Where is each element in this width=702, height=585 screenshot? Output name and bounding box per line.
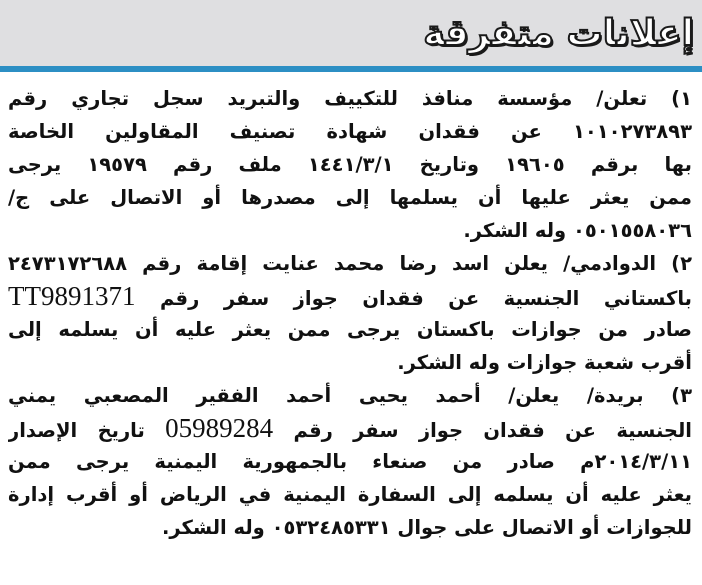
section-title: إعلانات متفرقة — [423, 13, 694, 54]
section-header — [0, 0, 702, 66]
ad-1-line-4: ممن يعثر عليها أن يسلمها إلى مصدرها أو الاتصال على ج/ — [8, 186, 692, 209]
passport-number: TT9891371 — [8, 281, 136, 311]
ad-3-line-2-tail: تاريخ الإصدار — [8, 419, 166, 442]
ad-1-line-2: ١٠١٠٢٧٣٨٩٣ عن فقدان شهادة تصنيف المقاولين الخاصة — [8, 120, 692, 143]
ad-item-1 — [8, 82, 692, 247]
header-divider — [0, 66, 702, 72]
ads-body — [8, 82, 692, 544]
ad-3-line-2-text: الجنسية عن فقدان جواز سفر رقم — [273, 419, 692, 442]
ad-2-line-1: ٢) الدوادمي/ يعلن اسد رضا محمد عنايت إقامة رقم ٢٤٧٣١٧٢٦٨٨ — [8, 252, 692, 275]
ad-3-line-5: للجوازات أو الاتصال على جوال ٠٥٣٢٤٨٥٣٣١ وله الشكر. — [162, 516, 692, 539]
ad-3-line-2 — [8, 412, 692, 445]
ad-1-line-3: بها برقم ١٩٦٠٥ وتاريخ ١٤٤١/٣/١ ملف رقم ١٩٥٧٩ يرجى — [8, 153, 692, 176]
passport-number: 05989284 — [165, 413, 274, 443]
ad-item-3 — [8, 379, 692, 544]
ad-3-line-1: ٣) بريدة/ يعلن/ أحمد يحيى أحمد الفقير المصعبي يمني — [8, 384, 692, 407]
ad-2-line-4: أقرب شعبة جوازات وله الشكر. — [397, 351, 692, 374]
ad-1-line-5: ٠٥٠١٥٥٨٠٣٦ وله الشكر. — [463, 219, 692, 242]
ad-2-line-2 — [8, 280, 692, 313]
ad-2-line-3: صادر من جوازات باكستان يرجى ممن يعثر عليه أن يسلمه إلى — [8, 318, 692, 341]
ad-item-2 — [8, 247, 692, 379]
ad-1-line-1: ١) تعلن/ مؤسسة منافذ للتكييف والتبريد سجل تجاري رقم — [8, 87, 692, 110]
ad-3-line-3: ٢٠١٤/٣/١١م صادر من صنعاء بالجمهورية اليمنية يرجى ممن — [8, 450, 692, 473]
ad-2-line-2-text: باكستاني الجنسية عن فقدان جواز سفر رقم — [135, 287, 692, 310]
ad-3-line-4: يعثر عليه أن يسلمه إلى السفارة اليمنية في الرياض أو أقرب إدارة — [8, 483, 692, 506]
